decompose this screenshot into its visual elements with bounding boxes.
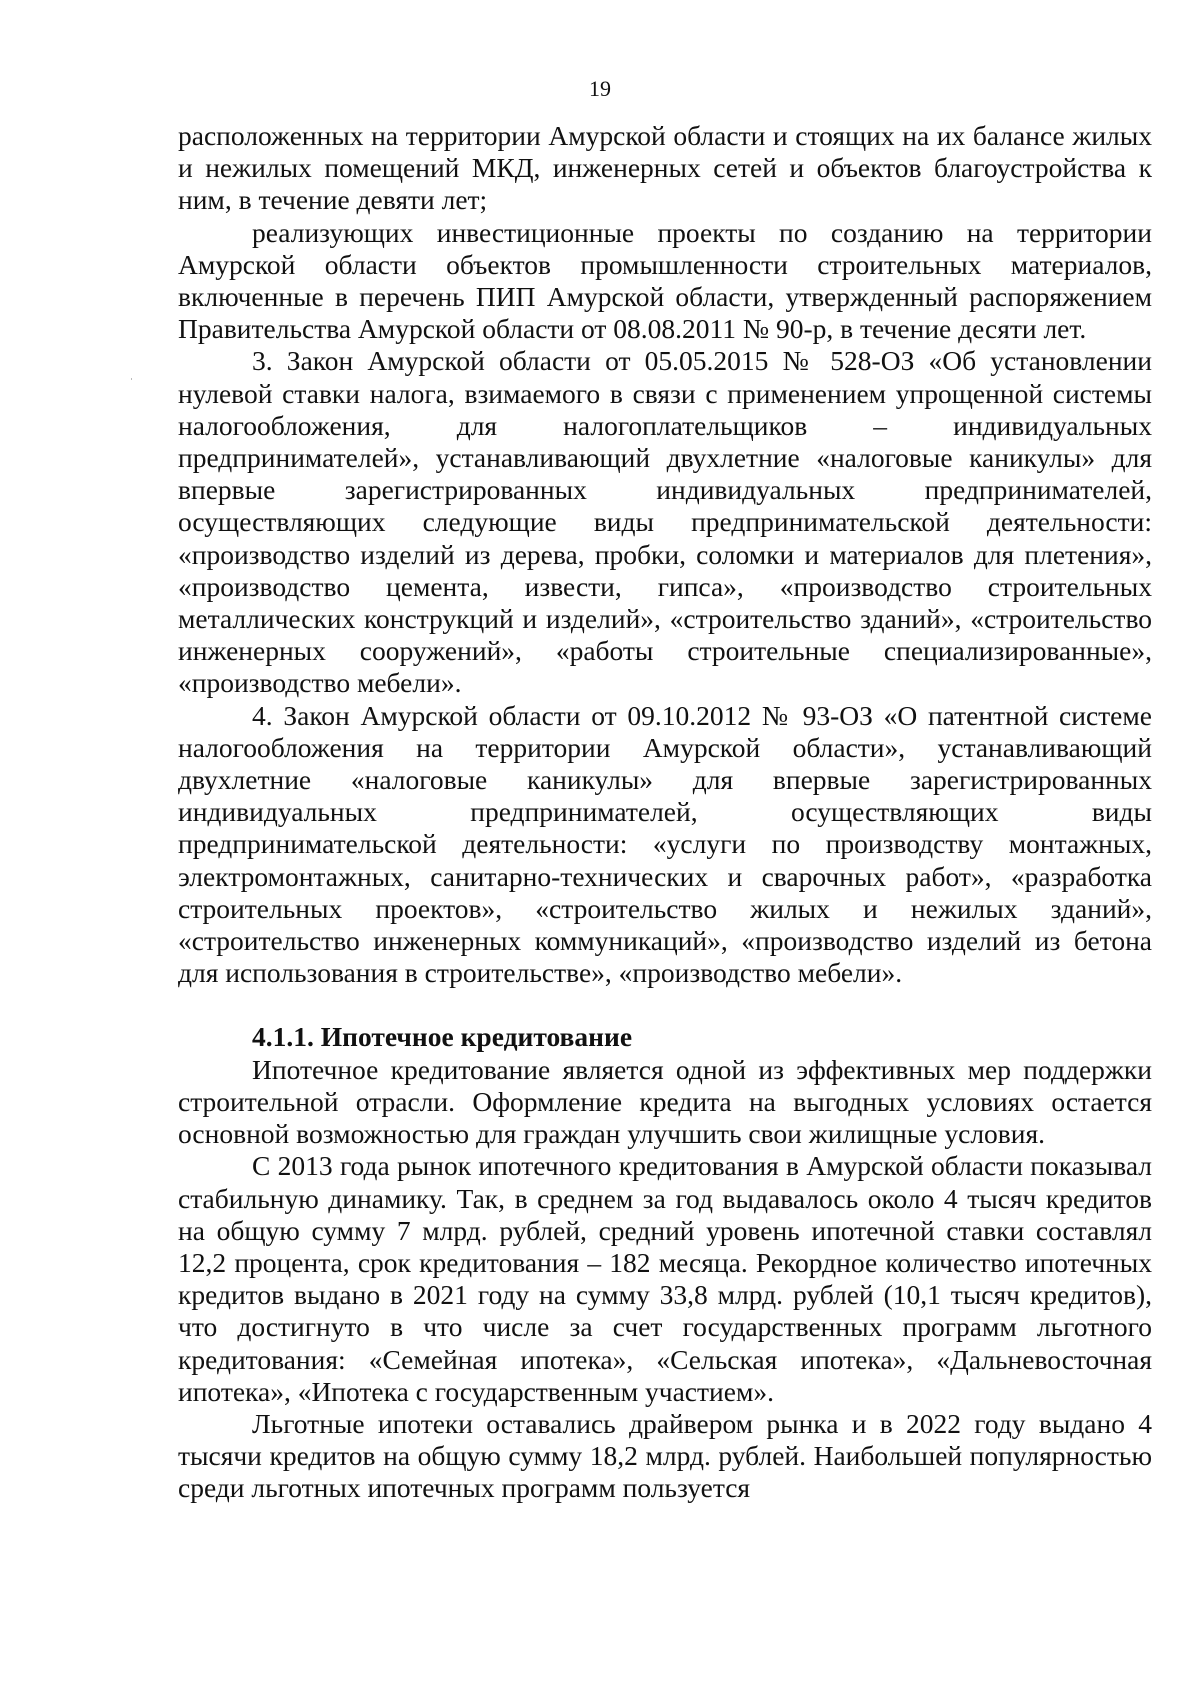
paragraph-preferential-mortgage: Льготные ипотеки оставались драйвером рынка и в 2022 году выдано 4 тысячи кредитов на общую сумму 18,2 млрд. рублей. Наибольшей популярностью среди льготных ипотечных программ пользуется	[178, 1407, 1152, 1504]
scan-mark	[131, 378, 132, 380]
page-number: 19	[589, 76, 611, 101]
paragraph-law-4: 4. Закон Амурской области от 09.10.2012 № 93-ОЗ «О патентной системе налогообложения на территории Амурской области», устанавливающий двухлетние «налоговые каникулы» для впервые зарегистрированных индивидуальных предпринимателей, осуществляющих виды предпринимательской деятельности: «услуги по производству монтажных, электромонтажных, санитарно-технических и сварочных работ», «разработка строительных проектов», «строительство жилых и нежилых зданий», «строительство инженерных коммуникаций», «производство изделий из бетона для использования в строительстве», «производство мебели».	[178, 699, 1152, 989]
paragraph-mortgage-dynamics: С 2013 года рынок ипотечного кредитования в Амурской области показывал стабильную динамику. Так, в среднем за год выдавалось около 4 тысяч кредитов на общую сумму 7 млрд. рублей, средний уровень ипотечной ставки составлял 12,2 процента, срок кредитования – 182 месяца. Рекордное количество ипотечных кредитов выдано в 2021 году на сумму 33,8 млрд. рублей (10,1 тысяч кредитов), что достигнуто в что числе за счет государственных программ льготного кредитования: «Семейная ипотека», «Сельская ипотека», «Дальневосточная ипотека», «Ипотека с государственным участием».	[178, 1150, 1152, 1407]
section-heading-mortgage: 4.1.1. Ипотечное кредитование	[252, 1021, 633, 1053]
paragraph-continued: расположенных на территории Амурской области и стоящих на их балансе жилых и нежилых помещений МКД, инженерных сетей и объектов благоустройства к ним, в течение девяти лет;	[178, 120, 1152, 216]
paragraph-investment-projects: реализующих инвестиционные проекты по созданию на территории Амурской области объектов промышленности строительных материалов, включенные в перечень ПИП Амурской области, утвержденный распоряжением Правительства Амурской области от 08.08.2011 № 90-р, в течение десяти лет.	[178, 216, 1152, 345]
paragraph-mortgage-intro: Ипотечное кредитование является одной из эффективных мер поддержки строительной отрасли. Оформление кредита на выгодных условиях остается основной возможностью для граждан улучшить свои жилищные условия.	[178, 1053, 1152, 1150]
document-body	[178, 120, 1152, 1505]
paragraph-law-3: 3. Закон Амурской области от 05.05.2015 № 528-ОЗ «Об установлении нулевой ставки налога, взимаемого в связи с применением упрощенной системы налогообложения, для налогоплательщиков – индивидуальных предпринимателей», устанавливающий двухлетние «налоговые каникулы» для впервые зарегистрированных индивидуальных предпринимателей, осуществляющих следующие виды предпринимательской деятельности: «производство изделий из дерева, пробки, соломки и материалов для плетения», «производство цемента, извести, гипса», «производство строительных металлических конструкций и изделий», «строительство зданий», «строительство инженерных сооружений», «работы строительные специализированные», «производство мебели».	[178, 345, 1152, 699]
